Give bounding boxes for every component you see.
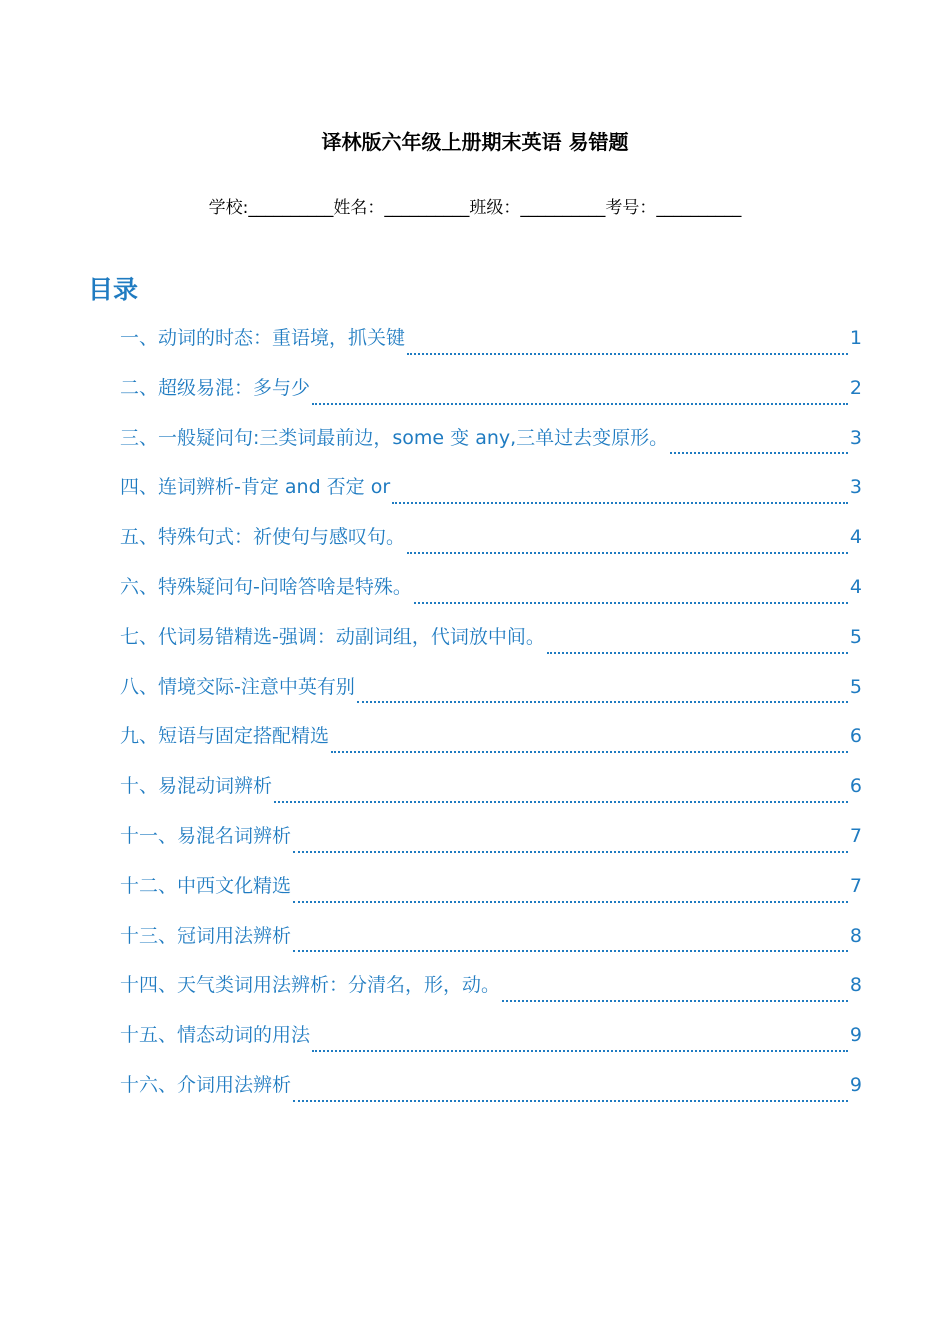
toc-leader-dots [357, 701, 848, 703]
toc-entry-text: 二、超级易混：多与少 [120, 376, 311, 399]
toc-entry[interactable] [120, 920, 862, 970]
toc-entry[interactable] [120, 870, 862, 920]
toc-leader-dots [293, 901, 848, 903]
toc-entry[interactable] [120, 1069, 862, 1119]
toc-entry-text: 三、一般疑问句:三类词最前边，some 变 any,三单过去变原形。 [120, 426, 669, 449]
toc-entry-text: 十六、介词用法辨析 [120, 1073, 292, 1096]
toc-entry[interactable] [120, 1019, 862, 1069]
toc-leader-dots [293, 851, 848, 853]
toc-entry-page: 9 [849, 1073, 862, 1096]
toc-leader-dots [502, 1000, 848, 1002]
toc-entry-page: 3 [849, 476, 862, 499]
toc-heading: 目录 [88, 275, 139, 304]
toc-leader-dots [293, 950, 848, 952]
toc-entry-page: 9 [849, 1024, 862, 1047]
toc-entry-page: 4 [849, 575, 862, 598]
toc-entry-page: 8 [849, 924, 862, 947]
toc-entry-page: 7 [849, 824, 862, 847]
toc-entry[interactable] [120, 820, 862, 870]
toc-entry[interactable] [120, 720, 862, 770]
toc-entry[interactable] [120, 422, 862, 472]
toc-entry-text: 十、易混动词辨析 [120, 775, 273, 798]
toc-entry[interactable] [120, 571, 862, 621]
toc-entry[interactable] [120, 770, 862, 820]
toc-entry-page: 5 [849, 625, 862, 648]
toc-entry-page: 6 [849, 725, 862, 748]
toc-leader-dots [293, 1100, 848, 1102]
toc-entry[interactable] [120, 621, 862, 671]
toc-leader-dots [547, 652, 848, 654]
toc-entry[interactable] [120, 372, 862, 422]
toc-entry[interactable] [120, 969, 862, 1019]
toc-entry-page: 5 [849, 675, 862, 698]
toc-entry-text: 十四、天气类词用法辨析：分清名，形，动。 [120, 974, 501, 997]
toc-leader-dots [331, 751, 848, 753]
toc-entry[interactable] [120, 471, 862, 521]
toc-leader-dots [407, 552, 848, 554]
toc-leader-dots [392, 502, 848, 504]
toc-entry-text: 九、短语与固定搭配精选 [120, 725, 330, 748]
toc-leader-dots [312, 1050, 848, 1052]
toc-entry[interactable] [120, 671, 862, 721]
toc-leader-dots [414, 602, 848, 604]
toc-entry-text: 八、情境交际-注意中英有别 [120, 675, 355, 698]
student-info-line: 学校:__________姓名：__________班级：__________考号：__________ [208, 198, 742, 218]
toc-entry-page: 2 [849, 376, 862, 399]
toc-entry-text: 一、动词的时态：重语境，抓关键 [120, 327, 406, 349]
toc-entry-text: 四、连词辨析-肯定 and 否定 or [120, 476, 391, 499]
toc-entry[interactable] [120, 521, 862, 571]
toc-leader-dots [312, 403, 848, 405]
toc-entry-text: 十二、中西文化精选 [120, 874, 292, 897]
toc-entry-text: 十一、易混名词辨析 [120, 824, 292, 847]
document-title: 译林版六年级上册期末英语 易错题 [321, 130, 629, 154]
toc-entry-text: 十五、情态动词的用法 [120, 1024, 311, 1047]
toc-leader-dots [407, 353, 848, 355]
toc-entry-text: 六、特殊疑问句-问啥答啥是特殊。 [120, 575, 412, 598]
toc-leader-dots [670, 452, 848, 454]
toc-entry-text: 五、特殊句式：祈使句与感叹句。 [120, 526, 406, 549]
toc-leader-dots [274, 801, 848, 803]
toc-entry-text: 十三、冠词用法辨析 [120, 924, 292, 947]
toc-entry-page: 7 [849, 874, 862, 897]
toc-entry[interactable] [120, 322, 862, 372]
toc-entry-page: 6 [849, 775, 862, 798]
toc-entry-page: 4 [849, 526, 862, 549]
toc-entry-text: 七、代词易错精选-强调：动副词组，代词放中间。 [120, 625, 545, 648]
toc-entry-page: 8 [849, 974, 862, 997]
table-of-contents [120, 322, 862, 1119]
toc-entry-page: 3 [849, 426, 862, 449]
toc-entry-page: 1 [849, 327, 862, 349]
